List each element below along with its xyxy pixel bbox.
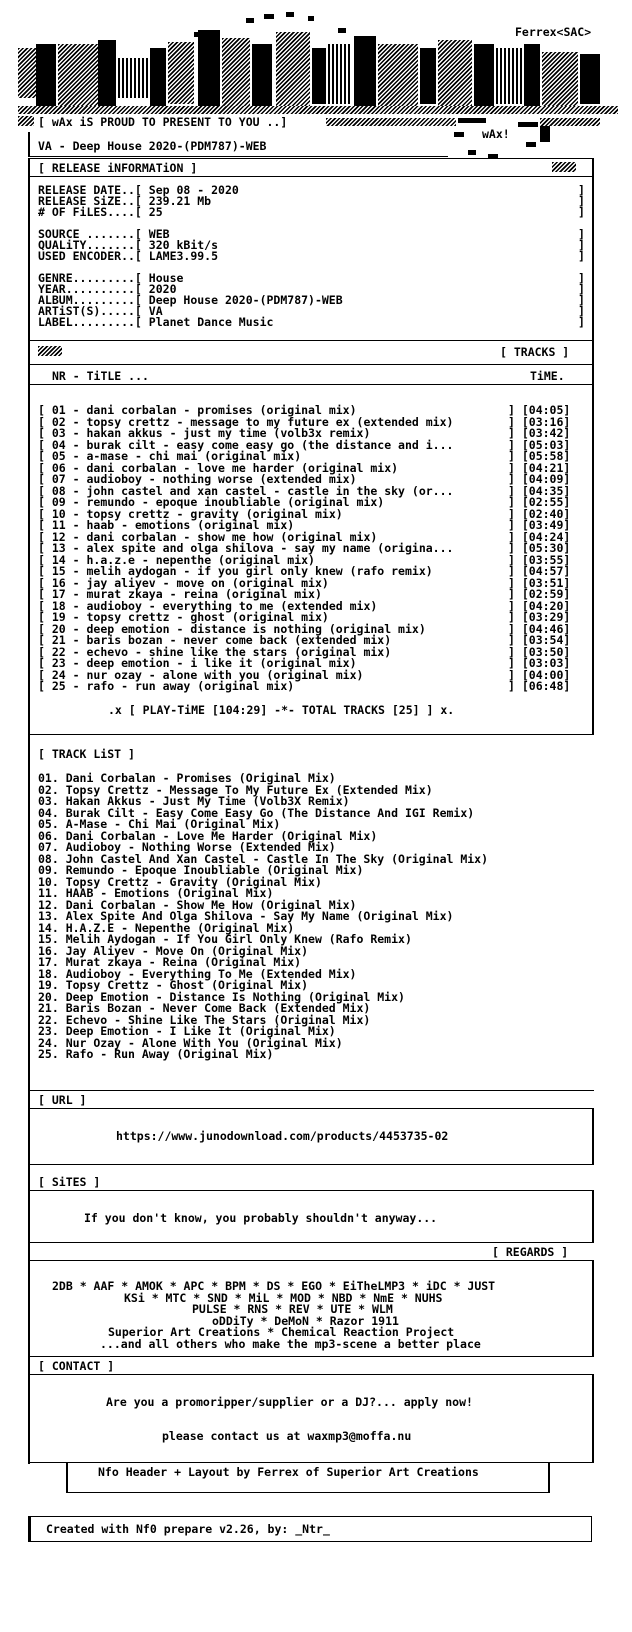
list-item: 14. H.A.Z.E - Nepenthe (Original Mix)	[38, 920, 295, 935]
track-time: ] [02:55]	[508, 495, 571, 509]
regards-line: 2DB * AAF * AMOK * APC * BPM * DS * EGO * EiTheLMP3 * iDC * JUST	[52, 1279, 496, 1293]
wax-logo-art	[18, 18, 608, 128]
tracks-label: [ TRACKS ]	[500, 345, 570, 359]
table-row: [ 01 - dani corbalan - promises (original mix)	[38, 403, 357, 417]
contact-apply: Are you a promoripper/supplier or a DJ?... apply now!	[106, 1395, 473, 1409]
track-time: ] [04:05]	[508, 403, 571, 417]
list-item: 21. Baris Bozan - Never Come Back (Extended Mix)	[38, 1001, 371, 1015]
release-info-row: ALBUM.........[ Deep House 2020-(PDM787)-WEB	[38, 293, 343, 307]
table-row: [ 03 - hakan akkus - just my time (volb3x remix)	[38, 426, 371, 440]
track-time: ] [03:29]	[508, 610, 571, 624]
release-info-row: # OF FiLES....[ 25	[38, 205, 163, 219]
list-item: 23. Deep Emotion - I Like It (Original Mix)	[38, 1024, 336, 1038]
list-item: 03. Hakan Akkus - Just My Time (Volb3X Remix)	[38, 794, 350, 808]
table-row: [ 20 - deep emotion - distance is nothing (original mix)	[38, 621, 426, 636]
list-item: 09. Remundo - Epoque Inoubliable (Original Mix)	[38, 863, 364, 877]
track-time: ] [03:42]	[508, 426, 571, 440]
track-time: ] [03:03]	[508, 656, 571, 670]
track-time: ] [05:30]	[508, 541, 571, 555]
sites-label: [ SiTES ]	[38, 1175, 101, 1189]
tracks-hatch	[38, 346, 62, 356]
list-item: 18. Audioboy - Everything To Me (Extended Mix)	[38, 966, 357, 981]
table-row: [ 17 - murat zkaya - reina (original mix)	[38, 587, 322, 601]
table-row: [ 08 - john castel and xan castel - castle in the sky (or...	[38, 483, 454, 498]
regards-line: PULSE * RNS * REV * UTE * WLM	[192, 1302, 393, 1316]
table-row: [ 02 - topsy crettz - message to my future ex (extended mix)	[38, 414, 454, 429]
table-row: [ 25 - rafo - run away (original mix)	[38, 679, 295, 693]
table-row: [ 14 - h.a.z.e - nepenthe (original mix)	[38, 552, 315, 567]
footer-layout-credit: Nfo Header + Layout by Ferrex of Superior Art Creations	[98, 1465, 479, 1479]
track-time: ] [04:35]	[508, 483, 571, 498]
table-row: [ 07 - audioboy - nothing worse (extended mix)	[38, 472, 357, 486]
track-time: ] [05:58]	[508, 449, 571, 463]
regards-line: oDDiTy * DeMoN * Razor 1911	[212, 1313, 399, 1328]
table-row: [ 21 - baris bozan - never come back (extended mix)	[38, 633, 392, 647]
created-with: Created with Nf0 prepare v2.26, by: _Ntr_	[46, 1522, 330, 1536]
table-row: [ 16 - jay aliyev - move on (original mix)	[38, 575, 329, 590]
tracks-summary: .x [ PLAY-TiME [104:29] -*- TOTAL TRACKS [25] ] x.	[108, 703, 455, 717]
table-row: [ 22 - echevo - shine like the stars (original mix)	[38, 644, 392, 659]
table-row: [ 12 - dani corbalan - show me how (original mix)	[38, 529, 378, 544]
track-time: ] [04:20]	[508, 598, 571, 613]
regards-line: ...and all others who make the mp3-scene a better place	[100, 1336, 481, 1351]
sites-text: If you don't know, you probably shouldn't anyway...	[84, 1211, 438, 1225]
list-item: 02. Topsy Crettz - Message To My Future Ex (Extended Mix)	[38, 782, 433, 797]
release-info-row: RELEASE SiZE..[ 239.21 Mb	[38, 194, 212, 208]
release-info-row: QUALiTY.......[ 320 kBit/s	[38, 238, 219, 252]
list-item: 16. Jay Aliyev - Move On (Original Mix)	[38, 943, 309, 958]
regards-label: [ REGARDS ]	[492, 1245, 569, 1259]
wax-tag: wAx!	[482, 127, 510, 141]
proud-banner: [ wAx iS PROUD TO PRESENT TO YOU ..]	[38, 115, 288, 129]
list-item: 17. Murat zkaya - Reina (Original Mix)	[38, 955, 302, 969]
regards-line: Superior Art Creations * Chemical Reaction Project	[108, 1325, 455, 1339]
url-label: [ URL ]	[38, 1093, 87, 1107]
track-time: ] [03:49]	[508, 518, 571, 532]
table-row: [ 04 - burak cilt - easy come easy go (the distance and i...	[38, 437, 454, 452]
banner-hatch-far	[540, 118, 600, 126]
banner-hatch-right	[326, 118, 456, 126]
track-time: ] [04:57]	[508, 564, 571, 578]
tracks-col-nr-title: NR - TiTLE ...	[52, 369, 149, 383]
list-item: 10. Topsy Crettz - Gravity (Original Mix)	[38, 874, 322, 889]
regards-line: KSi * MTC * SND * MiL * MOD * NBD * NmE * NUHS	[124, 1290, 443, 1305]
release-info-row: SOURCE .......[ WEB	[38, 227, 170, 241]
track-time: ] [04:00]	[508, 667, 571, 682]
list-item: 22. Echevo - Shine Like The Stars (Original Mix)	[38, 1012, 371, 1027]
table-row: [ 15 - melih aydogan - if you girl only knew (rafo remix)	[38, 564, 433, 578]
list-item: 20. Deep Emotion - Distance Is Nothing (Original Mix)	[38, 989, 405, 1004]
table-row: [ 19 - topsy crettz - ghost (original mix)	[38, 610, 329, 624]
contact-label: [ CONTACT ]	[38, 1359, 115, 1373]
table-row: [ 10 - topsy crettz - gravity (original mix)	[38, 506, 343, 521]
release-info-row: RELEASE DATE..[ Sep 08 - 2020	[38, 183, 239, 197]
track-time: ] [04:46]	[508, 621, 571, 636]
release-info-hatch	[552, 162, 576, 172]
list-item: 08. John Castel And Xan Castel - Castle In The Sky (Original Mix)	[38, 851, 489, 866]
header-credit: Ferrex<SAC>	[515, 25, 592, 39]
list-item: 25. Rafo - Run Away (Original Mix)	[38, 1047, 274, 1061]
list-item: 06. Dani Corbalan - Love Me Harder (Original Mix)	[38, 828, 378, 843]
release-title: VA - Deep House 2020-(PDM787)-WEB	[38, 139, 267, 153]
list-item: 12. Dani Corbalan - Show Me How (Original Mix)	[38, 897, 357, 912]
url-link[interactable]: https://www.junodownload.com/products/4453735-02	[116, 1129, 449, 1143]
track-time: ] [03:51]	[508, 575, 571, 590]
list-item: 19. Topsy Crettz - Ghost (Original Mix)	[38, 978, 309, 992]
track-time: ] [02:59]	[508, 587, 571, 601]
list-item: 05. A-Mase - Chi Mai (Original Mix)	[38, 817, 281, 831]
list-item: 15. Melih Aydogan - If You Girl Only Knew (Rafo Remix)	[38, 932, 412, 946]
track-time: ] [06:48]	[508, 679, 571, 693]
table-row: [ 11 - haab - emotions (original mix)	[38, 518, 295, 532]
list-item: 24. Nur Ozay - Alone With You (Original Mix)	[38, 1035, 343, 1050]
release-info-row: ARTiST(S).....[ VA	[38, 304, 163, 318]
list-item: 01. Dani Corbalan - Promises (Original Mix)	[38, 771, 336, 785]
table-row: [ 05 - a-mase - chi mai (original mix)	[38, 449, 302, 463]
track-time: ] [03:50]	[508, 644, 571, 659]
track-time: ] [04:21]	[508, 460, 571, 475]
track-time: ] [04:24]	[508, 529, 571, 544]
contact-email[interactable]: please contact us at waxmp3@moffa.nu	[162, 1429, 412, 1443]
banner-hatch-left	[18, 116, 34, 126]
table-row: [ 18 - audioboy - everything to me (extended mix)	[38, 598, 378, 613]
list-item: 07. Audioboy - Nothing Worse (Extended Mix)	[38, 840, 336, 854]
track-time: ] [04:09]	[508, 472, 571, 486]
release-info-label: [ RELEASE iNFORMATiON ]	[38, 161, 198, 175]
table-row: [ 06 - dani corbalan - love me harder (original mix)	[38, 460, 399, 475]
table-row: [ 09 - remundo - epoque inoubliable (original mix)	[38, 495, 385, 509]
track-list-label: [ TRACK LiST ]	[38, 747, 135, 761]
list-item: 04. Burak Cilt - Easy Come Easy Go (The Distance And IGI Remix)	[38, 805, 475, 820]
track-time: ] [03:55]	[508, 552, 571, 567]
table-row: [ 23 - deep emotion - i like it (original mix)	[38, 656, 357, 670]
track-time: ] [03:54]	[508, 633, 571, 647]
release-info-row: USED ENCODER..[ LAME3.99.5	[38, 249, 219, 263]
list-item: 13. Alex Spite And Olga Shilova - Say My Name (Original Mix)	[38, 909, 454, 923]
nfo-document: Ferrex<SAC> [ wAx iS PROUD TO PRESENT TO YOU ..] wAx! VA - Deep House 2020-(PDM787)-WEB [ RELEASE iNFORMATiON ] RELEASE DATE..[ Sep 08 - 2020 RELEASE SiZE..[ 239.21 Mb # OF FiLES....[ 25 SOURCE .......[ WEB QUALiTY.......[ 320 kBit/s USED ENCODER..[ LAME3.99.5 GENRE.........[ House YEAR..........[ 2020 ALBUM.........[ Deep House 2020-(PDM787)-WEB ARTiST(S).....[ VA LABEL.........[ Planet Dance Music ] ] ] ] ] ] ] ] ] ] ] [ TRACKS ] NR - TiTLE ... TiME. [ 01 - dani corbalan - promises (original mix) [ 02 - topsy crettz - message to my future ex (extended mix) [ 03 - hakan akkus - just my time (volb3x remix) [ 04 - burak cilt - easy come easy go (the distance and i... [ 05 - a-mase - chi mai (original mix) [ 06 - dani corbalan - love me harder (original mix) [ 07 - audioboy - nothing worse (extended mix) [ 08 - john castel and xan castel - castle in the sky (or... [ 09 - remundo - epoque inoubliable (original mix) [ 10 - topsy crettz - gravity (original mix) [ 11 - haab - emotions (original mix) [ 12 - dani corbalan - show me how (original mix) [ 13 - alex spite and olga shilova - say my name (origina... [ 14 - h.a.z.e - nepenthe (original mix) [ 15 - melih aydogan - if you girl only knew (rafo remix) [ 16 - jay aliyev - move on (original mix) [ 17 - murat zkaya - reina (original mix) [ 18 - audioboy - everything to me (extended mix) [ 19 - topsy crettz - ghost (original mix) [ 20 - deep emotion - distance is nothing (original mix) [ 21 - baris bozan - never come back (extended mix) [ 22 - echevo - shine like the stars (original mix) [ 23 - deep emotion - i like it (original mix) [ 24 - nur ozay - alone with you (original mix) [ 25 - rafo - run away (original mix) ] [04:05] ] [03:16] ] [03:42] ] [05:03] ] [05:58] ] [04:21] ] [04:09] ] [04:35] ] [02:55] ] [02:40] ] [03:49] ] [04:24] ] [05:30] ] [03:55] ] [04:57] ] [03:51] ] [02:59] ] [04:20] ] [03:29] ] [04:46] ] [03:54] ] [03:50] ] [03:03] ] [04:00] ] [06:48] .x [ PLAY-TiME [104:29] -*- TOTAL TRACKS [25] ] x. [ TRACK LiST ] 01. Dani Corbalan - Promises (Original Mix) 02. Topsy Crettz - Message To My Future Ex (Extended Mix) 03. Hakan Akkus - Just My Time (Volb3X Remix) 04. Burak Cilt - Easy Come Easy Go (The Distance And IGI Remix) 05. A-Mase - Chi Mai (Original Mix) 06. Dani Corbalan - Love Me Harder (Original Mix) 07. Audioboy - Nothing Worse (Extended Mix) 08. John Castel And Xan Castel - Castle In The Sky (Original Mix) 09. Remundo - Epoque Inoubliable (Original Mix) 10. Topsy Crettz - Gravity (Original Mix) 11. HAAB - Emotions (Original Mix) 12. Dani Corbalan - Show Me How (Original Mix) 13. Alex Spite And Olga Shilova - Say My Name (Original Mix) 14. H.A.Z.E - Nepenthe (Original Mix) 15. Melih Aydogan - If You Girl Only Knew (Rafo Remix) 16. Jay Aliyev - Move On (Original Mix) 17. Murat zkaya - Reina (Original Mix) 18. Audioboy - Everything To Me (Extended Mix) 19. Topsy Crettz - Ghost (Original Mix) 20. Deep Emotion - Distance Is Nothing (Original Mix) 21. Baris Bozan - Never Come Back (Extended Mix) 22. Echevo - Shine Like The Stars (Original Mix) 23. Deep Emotion - I Like It (Original Mix) 24. Nur Ozay - Alone With You (Original Mix) 25. Rafo - Run Away (Original Mix) [ URL ] https://www.junodownload.com/products/4453735-02 [ SiTES ] If you don't know, you probably shouldn't anyway... [ REGARDS ] 2DB * AAF * AMOK * APC * BPM * DS * EGO * EiTheLMP3 * iDC * JUST KSi * MTC * SND * MiL * MOD * NBD * NmE * NUHS PULSE * RNS * REV * UTE * WLM oDDiTy * DeMoN * Razor 1911 Superior Art Creations * Chemical Reaction Project ...and all others who make the mp3-scene a better place [ CONTACT ] Are you a promoripper/supplier or a DJ?... apply now! please contact us at waxmp3@moffa.nu Nfo Header + Layout by Ferrex of Superior Art Creations Created with Nf0 prepare v2.26, by: _Ntr_	[0, 0, 632, 1632]
track-time: ] [02:40]	[508, 506, 571, 521]
release-info-row: YEAR..........[ 2020	[38, 282, 177, 296]
release-info-row: LABEL.........[ Planet Dance Music	[38, 315, 274, 329]
tracks-col-time: TiME.	[530, 369, 565, 383]
release-info-row: GENRE.........[ House	[38, 271, 184, 285]
track-time: ] [03:16]	[508, 414, 571, 429]
list-item: 11. HAAB - Emotions (Original Mix)	[38, 886, 274, 900]
table-row: [ 13 - alex spite and olga shilova - say my name (origina...	[38, 541, 454, 555]
track-time: ] [05:03]	[508, 437, 571, 452]
table-row: [ 24 - nur ozay - alone with you (original mix)	[38, 667, 364, 682]
